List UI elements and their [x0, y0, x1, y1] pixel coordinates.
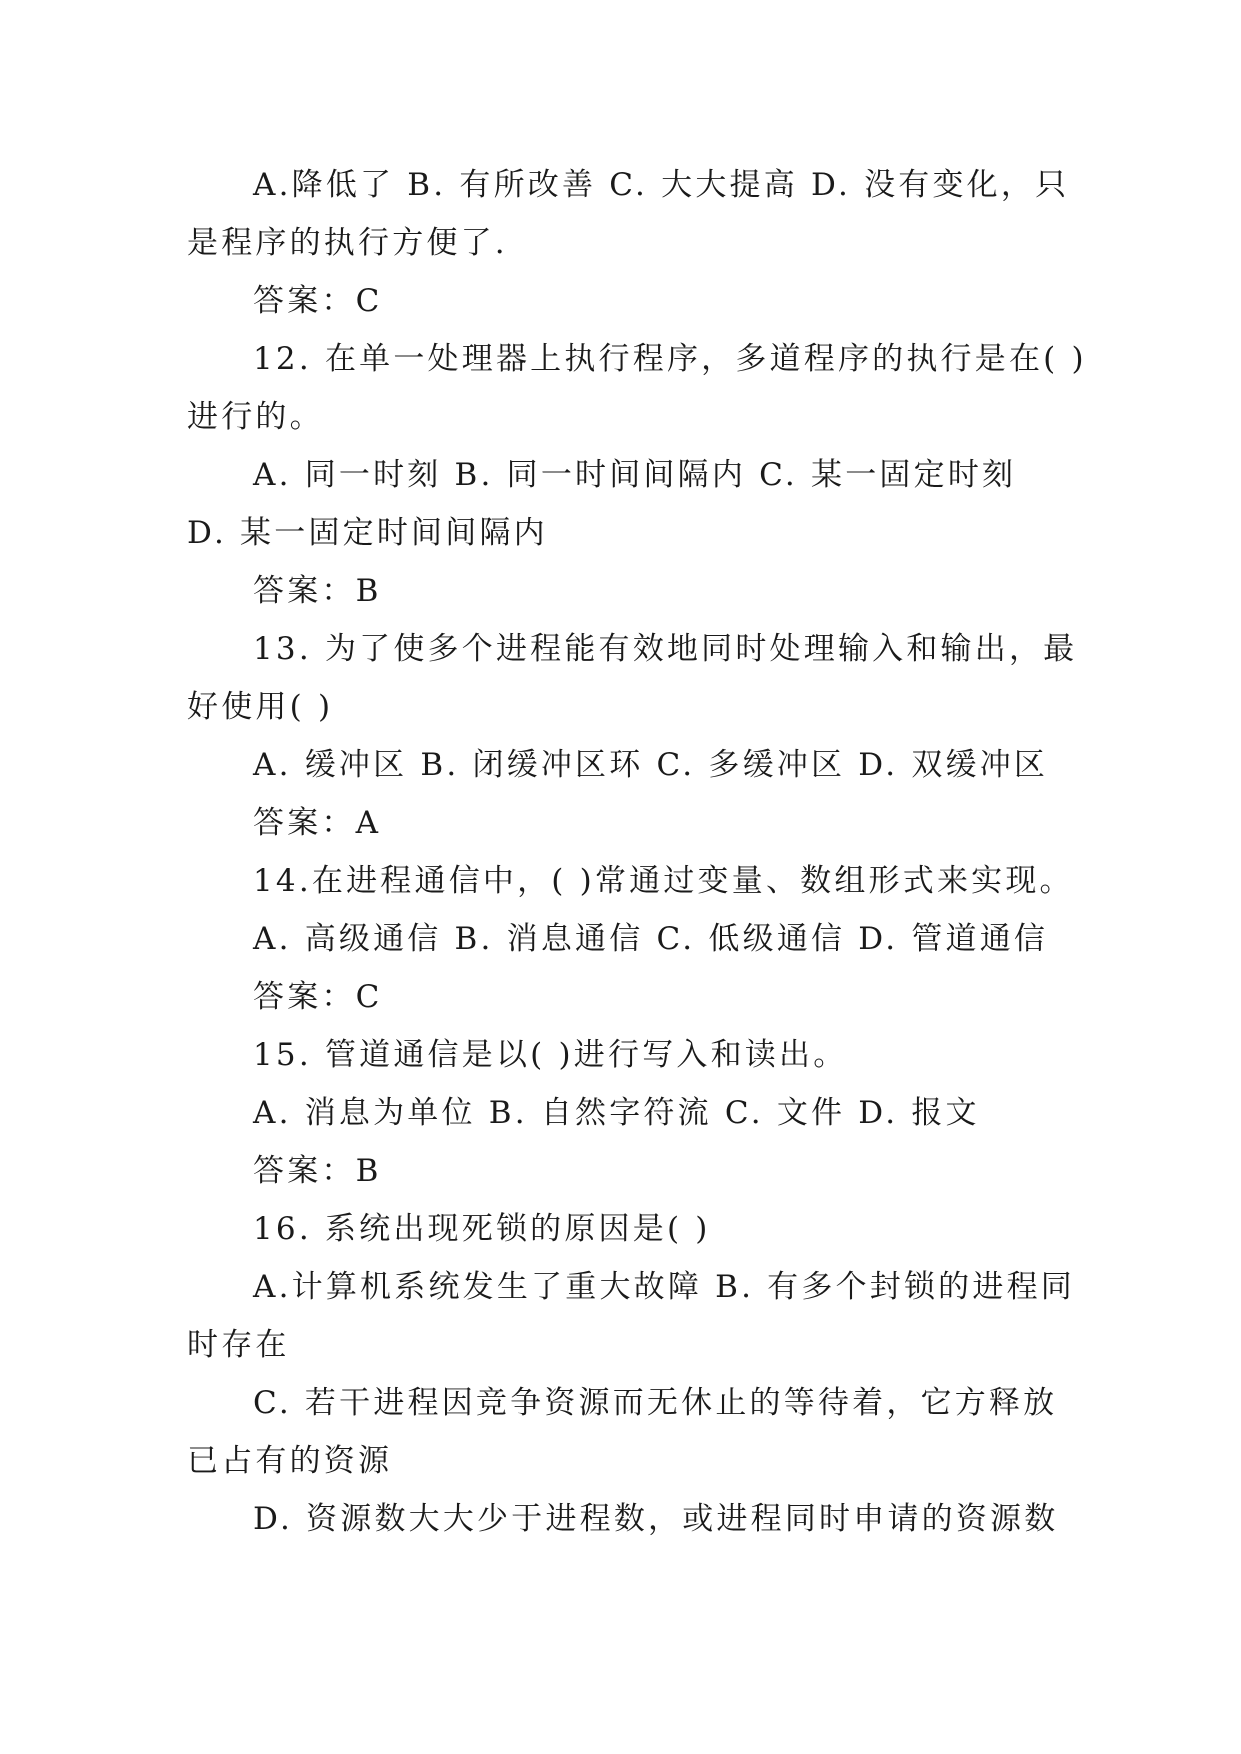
options-line: A. 高级通信 B. 消息通信 C. 低级通信 D. 管道通信: [253, 921, 1049, 957]
options-line: A. 缓冲区 B. 闭缓冲区环 C. 多缓冲区 D. 双缓冲区: [253, 747, 1049, 783]
options-line: D. 资源数大大少于进程数，或进程同时申请的资源数: [253, 1501, 1059, 1537]
text-line: 时存在: [187, 1327, 290, 1363]
options-line: A.计算机系统发生了重大故障 B. 有多个封锁的进程同: [253, 1269, 1075, 1305]
answer-line: 答案：B: [253, 1153, 382, 1189]
question-line: 13. 为了使多个进程能有效地同时处理输入和输出，最: [253, 631, 1078, 667]
answer-line: 答案：C: [253, 283, 383, 319]
text-line: 好使用( ): [187, 689, 334, 725]
question-line: 12. 在单一处理器上执行程序，多道程序的执行是在( ): [253, 341, 1087, 377]
question-line: 14.在进程通信中，( )常通过变量、数组形式来实现。: [253, 863, 1074, 899]
options-line: A. 消息为单位 B. 自然字符流 C. 文件 D. 报文: [253, 1095, 980, 1131]
options-line: A. 同一时刻 B. 同一时间间隔内 C. 某一固定时刻: [253, 457, 1017, 493]
answer-line: 答案：C: [253, 979, 383, 1015]
options-line: C. 若干进程因竞争资源而无休止的等待着，它方释放: [253, 1385, 1058, 1421]
question-line: 16. 系统出现死锁的原因是( ): [253, 1211, 711, 1247]
answer-line: 答案：A: [253, 805, 382, 841]
text-line: 进行的。: [187, 399, 324, 435]
text-line: 是程序的执行方便了.: [187, 225, 508, 261]
answer-line: 答案：B: [253, 573, 382, 609]
options-line: D. 某一固定时间间隔内: [187, 515, 548, 551]
text-line: A.降低了 B. 有所改善 C. 大大提高 D. 没有变化，只: [253, 167, 1070, 203]
question-line: 15. 管道通信是以( )进行写入和读出。: [253, 1037, 848, 1073]
text-line: 已占有的资源: [187, 1443, 393, 1479]
